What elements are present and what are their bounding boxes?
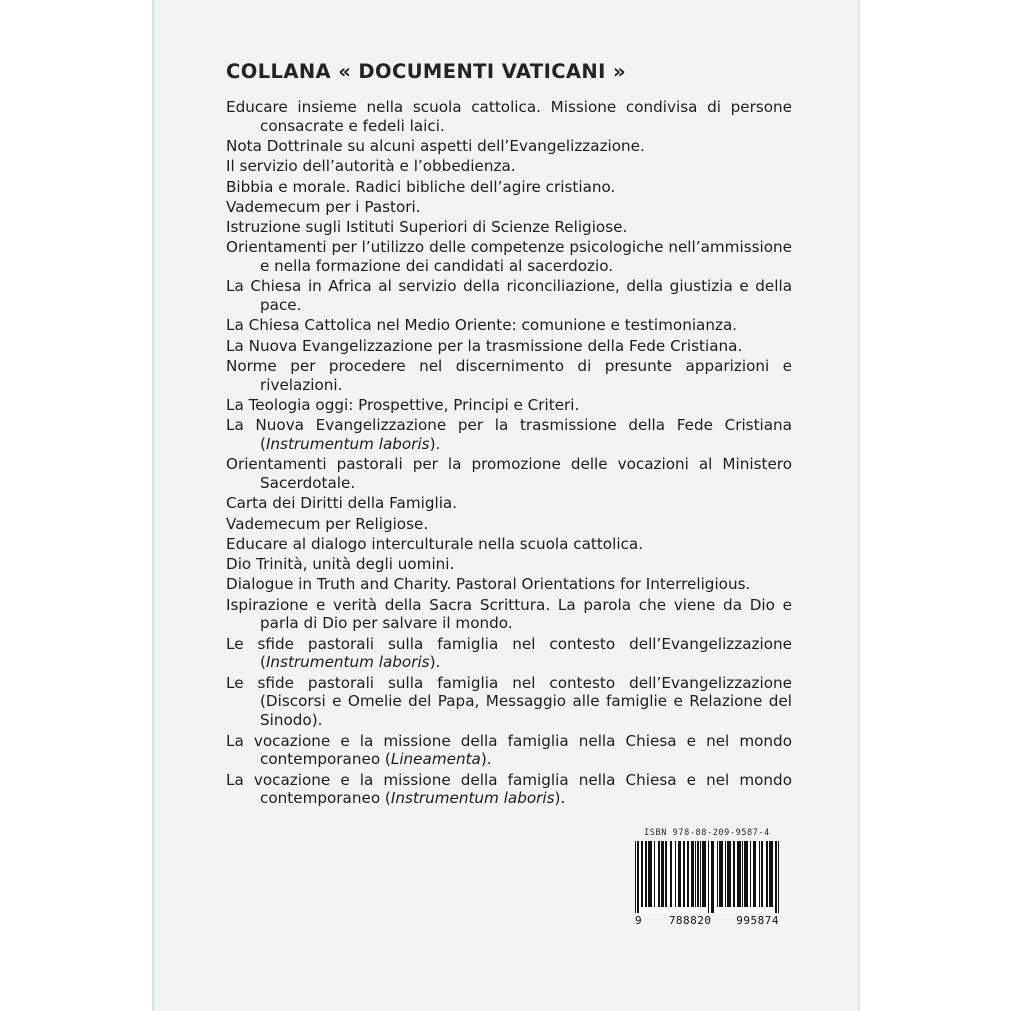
barcode-digit-lead: 9 [635,914,643,927]
barcode-bar [645,841,647,907]
series-title-text: Orientamenti per l’utilizzo delle competenze psicologiche nell’ammissione e nella formazione dei candidati al sacerdozio. [226,238,792,276]
series-title-text: Vademecum per i Pastori. [226,197,421,216]
barcode-bar [733,841,734,907]
book-back-cover [152,0,860,1011]
series-title-text: Norme per procedere nel discernimento di presunte apparizioni e rivelazioni. [226,356,792,394]
series-title-text: Educare insieme nella scuola cattolica. Missione condivisa di persone consacrate e fedeli laici. [226,98,792,135]
isbn-label: ISBN 978-88-209-9587-4 [644,828,770,838]
barcode-bar [708,841,709,913]
series-title-text: Il servizio dell’autorità e l’obbedienza. [226,157,516,176]
barcode-bar [717,841,718,907]
barcode-bar [744,841,748,907]
barcode-bar [766,841,768,907]
list-item [226,157,792,176]
barcode-bar [761,841,763,907]
barcode-bar [711,841,715,913]
series-title-text: Ispirazione e verità della Sacra Scrittura. La parola che viene da Dio e parla di Dio per salvare il mondo. [226,595,792,633]
barcode-bar [753,841,757,907]
list-item [226,396,792,415]
barcode-bar [727,841,731,907]
list-item [226,732,792,770]
series-title-text: Orientamenti pastorali per la promozione delle vocazioni al Ministero Sacerdotale. [226,455,792,493]
list-item [226,515,792,534]
barcode-bar [759,841,760,907]
list-item [226,178,792,197]
series-titles-list [226,98,792,808]
barcode-bar [697,841,698,907]
series-title-text: Bibbia e morale. Radici bibliche dell’agire cristiano. [226,177,616,196]
cover-content [226,60,792,810]
barcode-bar [775,841,776,913]
list-item [226,575,792,594]
barcode-digits-left: 788820 [668,914,712,927]
list-item [226,137,792,156]
barcode-bar [654,841,655,907]
series-title-text: Dialogue in Truth and Charity. Pastoral Orientations for Interreligious. [226,575,751,594]
series-title-text: La Chiesa in Africa al servizio della riconciliazione, della giustizia e della pace. [226,277,792,315]
barcode-bar [750,841,751,907]
list-item [226,596,792,634]
series-title-text: La Nuova Evangelizzazione per la trasmissione della Fede Cristiana. [226,336,743,355]
page-title: COLLANA « DOCUMENTI VATICANI » [226,60,626,83]
series-title-text: Vademecum per Religiose. [226,514,429,533]
series-title-text: Carta dei Diritti della Famiglia. [226,494,458,513]
barcode-bar [683,841,685,907]
list-item [226,494,792,513]
barcode-bar [648,841,652,907]
barcode-bar [725,841,726,907]
barcode-bar [778,841,779,913]
barcode-bar [670,841,672,907]
list-item [226,337,792,356]
list-item [226,357,792,395]
list-item [226,218,792,237]
list-item [226,238,792,276]
barcode-bar [719,841,723,907]
list-item [226,555,792,574]
barcode-bar [695,841,696,907]
series-title-text: Le sfide pastorali sulla famiglia nel contesto dell’Evangelizzazione (Instrumentum laboris). [226,634,792,672]
barcode-bar [637,841,638,913]
list-item [226,535,792,554]
barcode-bar [641,841,643,907]
barcode-block [635,828,779,927]
series-title-text: La vocazione e la missione della famiglia nella Chiesa e nel mondo contemporaneo (Lineamenta). [226,731,792,769]
list-item [226,674,792,730]
list-item [226,455,792,493]
barcode-bar [702,841,706,907]
series-title-text: Istruzione sugli Istituti Superiori di Scienze Religiose. [226,218,628,237]
series-title-text: La vocazione e la missione della famiglia nella Chiesa e nel mondo contemporaneo (Instrumentum laboris). [226,770,792,808]
series-title-text: La Nuova Evangelizzazione per la trasmissione della Fede Cristiana (Instrumentum laboris). [226,416,792,454]
list-item [226,277,792,315]
barcode-bar [661,841,663,907]
list-item [226,416,792,454]
series-title-text: Dio Trinità, unità degli uomini. [226,555,455,574]
series-title-text: La Teologia oggi: Prospettive, Principi e Criteri. [226,395,580,414]
list-item [226,198,792,217]
barcode-bar [769,841,773,907]
barcode-bar [635,841,636,913]
barcode-bar [742,841,743,907]
series-title-text: Nota Dottrinale su alcuni aspetti dell’Evangelizzazione. [226,137,645,156]
barcode-bar [700,841,701,907]
barcode-bar [691,841,693,907]
list-item [226,771,792,809]
list-item [226,635,792,673]
barcode-bar [687,841,689,907]
barcode-bar [678,841,680,907]
barcode-image [635,841,779,913]
list-item [226,316,792,335]
barcode-digits [635,914,779,927]
list-item [226,98,792,136]
barcode-bar [675,841,676,907]
series-title-text: Le sfide pastorali sulla famiglia nel contesto dell’Evangelizzazione (Discorsi e Omelie del Papa, Messaggio alle famiglie e Relazione del Sinodo). [226,673,792,730]
barcode-bar [665,841,667,907]
barcode-bar [658,841,660,907]
barcode-digits-right: 995874 [736,914,779,927]
series-title-text: Educare al dialogo interculturale nella scuola cattolica. [226,534,644,553]
series-title-text: La Chiesa Cattolica nel Medio Oriente: comunione e testimonianza. [226,316,738,335]
barcode-bar [737,841,741,907]
